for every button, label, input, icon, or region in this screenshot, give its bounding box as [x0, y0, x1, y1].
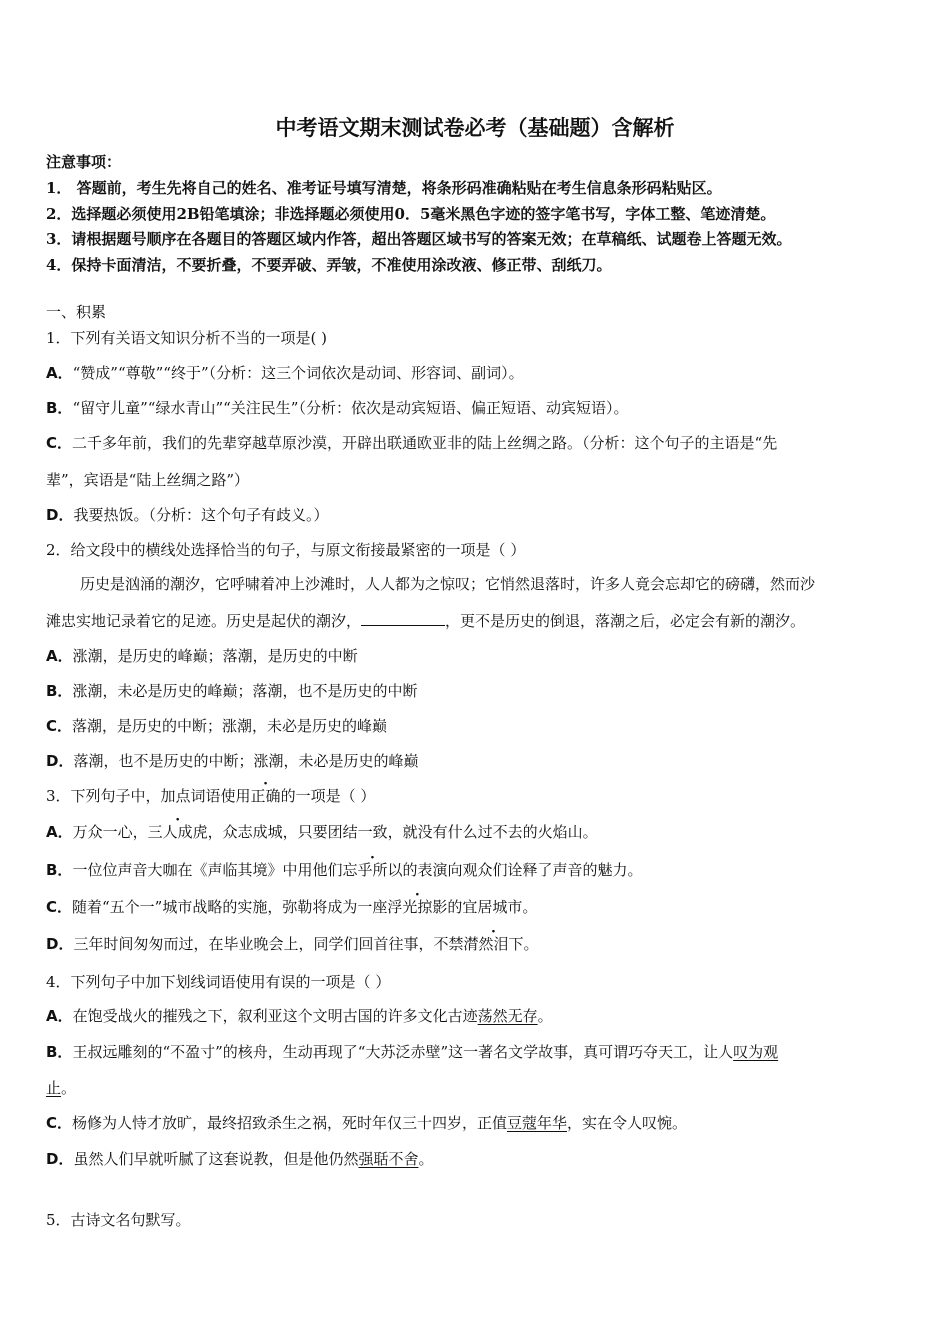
option-text: 万众一心，: [72, 823, 148, 841]
question-1-option-b: [46, 398, 628, 418]
option-label: B．: [46, 1043, 73, 1061]
question-4-option-b: [46, 1042, 778, 1062]
option-label: D．: [46, 935, 74, 953]
question-2-passage-line: [46, 611, 805, 631]
question-1-option-d: [46, 505, 328, 525]
question-2-option-b: [46, 681, 417, 701]
option-label: C．: [46, 898, 73, 916]
question-3-option-b: [46, 860, 642, 880]
notice-item: 4．保持卡面清洁，不要折叠，不要弄破、弄皱，不准使用涂改液、修正带、刮纸刀。: [46, 256, 612, 274]
question-3-option-a: [46, 822, 598, 842]
question-2-stem: 2．给文段中的横线处选择恰当的句子，与原文衔接最紧密的一项是（ ）: [46, 541, 526, 559]
dotted-word: 正确: [250, 787, 281, 805]
dotted-word: 浮光掠影: [387, 898, 448, 916]
question-2-option-d: [46, 751, 418, 771]
option-text: 三年时间匆匆而过，在毕业晚会上，同学们回首往事，不禁: [73, 935, 464, 953]
option-label: B．: [46, 399, 73, 417]
section-heading: 一、积累: [46, 303, 107, 321]
question-4-stem: 4．下列句子中加下划线词语使用有误的一项是（ ）: [46, 973, 391, 991]
option-text: 随着“五个一”城市战略的实施，弥勒将成为一座: [72, 898, 388, 916]
underlined-word: 止: [46, 1079, 62, 1097]
notice-item: 2．选择题必须使用2B铅笔填涂；非选择题必须使用0．5毫米黑色字迹的签字笔书写，字体工整、笔迹清楚。: [46, 205, 776, 223]
option-text: “赞成”“尊敬”“终于”（分析：这三个词依次是动词、形容词、副词）。: [72, 364, 524, 382]
question-5-stem: 5．古诗文名句默写。: [46, 1211, 191, 1229]
option-text: 落潮，也不是历史的中断；涨潮，未必是历史的峰巅: [73, 752, 419, 770]
dotted-word: 忘乎所以: [342, 861, 403, 879]
question-1-option-c-cont: 辈”，宾语是“陆上丝绸之路”）: [46, 471, 250, 489]
option-label: D．: [46, 1150, 74, 1168]
stem-text: 的一项是（ ）: [280, 787, 376, 805]
passage-text: 滩忠实地记录着它的足迹。历史是起伏的潮汐，: [46, 612, 362, 630]
option-text: 我要热饭。（分析：这个句子有歧义。）: [73, 506, 329, 524]
option-text: 王叔远雕刻的“不盈寸”的核舟，生动再现了“大苏泛赤壁”这一著名文学故事，真可谓巧夺天工，让人: [72, 1043, 734, 1061]
question-4-option-b-cont: [46, 1078, 76, 1098]
option-text: 杨修为人恃才放旷，最终招致杀生之祸，死时年仅三十四岁，正值: [72, 1114, 508, 1132]
option-text: 涨潮，是历史的峰巅；落潮，是历史的中断: [72, 647, 358, 665]
underlined-word: 叹为观: [733, 1043, 779, 1061]
option-text: 二千多年前，我们的先辈穿越草原沙漠，开辟出联通欧亚非的陆上丝绸之路。（分析：这个句子的主语是“先: [72, 434, 778, 452]
option-label: C．: [46, 717, 73, 735]
underlined-word: 豆蔻年华: [507, 1114, 568, 1132]
dotted-word: 三人成虎: [147, 823, 208, 841]
option-text: 涨潮，未必是历史的峰巅；落潮，也不是历史的中断: [72, 682, 418, 700]
option-label: A．: [46, 647, 73, 665]
option-text: 。: [418, 1150, 434, 1168]
option-text: 一位位声音大咖在《声临其境》中用他们: [72, 861, 343, 879]
notice-heading: 注意事项：: [46, 153, 122, 171]
question-2-option-c: [46, 716, 387, 736]
option-text: 虽然人们早就听腻了这套说教，但是他仍然: [73, 1150, 359, 1168]
option-text: 落潮，是历史的中断；涨潮，未必是历史的峰巅: [72, 717, 388, 735]
option-text: 在饱受战火的摧残之下，叙利亚这个文明古国的许多文化古迹: [72, 1007, 478, 1025]
option-text: 的宜居城市。: [447, 898, 538, 916]
notice-item: 3．请根据题号顺序在各题目的答题区域内作答，超出答题区域书写的答案无效；在草稿纸、试题卷上答题无效。: [46, 230, 792, 248]
option-label: B．: [46, 682, 73, 700]
option-text: 。: [523, 935, 539, 953]
option-label: C．: [46, 1114, 73, 1132]
question-1-option-c: [46, 433, 777, 453]
option-text: “留守儿童”“绿水青山”“关注民生”（分析：依次是动宾短语、偏正短语、动宾短语）。: [72, 399, 629, 417]
stem-text: 3．下列句子中，加点词语使用: [46, 787, 251, 805]
question-1-option-a: [46, 363, 524, 383]
question-4-option-a: [46, 1006, 553, 1026]
notice-item: 1． 答题前，考生先将自己的姓名、准考证号填写清楚，将条形码准确粘贴在考生信息条形码粘贴区。: [46, 179, 722, 197]
option-text: 的表演向观众们诠释了声音的魅力。: [402, 861, 643, 879]
option-label: A．: [46, 1007, 73, 1025]
option-text: 。: [537, 1007, 553, 1025]
underlined-word: 荡然无存: [477, 1007, 538, 1025]
fill-blank: [361, 611, 445, 626]
underlined-word: 强聒不舍: [358, 1150, 419, 1168]
passage-text: ，更不是历史的倒退，落潮之后，必定会有新的潮汐。: [445, 612, 806, 630]
option-label: B．: [46, 861, 73, 879]
question-1-stem: 1．下列有关语文知识分析不当的一项是( ): [46, 329, 328, 347]
option-label: D．: [46, 752, 74, 770]
question-3-option-c: [46, 897, 537, 917]
option-label: C．: [46, 434, 73, 452]
option-text: 。: [61, 1079, 77, 1097]
question-3-stem: [46, 786, 375, 806]
question-2-option-a: [46, 646, 358, 666]
page-title: 中考语文期末测试卷必考（基础题）含解析: [275, 116, 675, 140]
option-text: ，众志成城，只要团结一致，就没有什么过不去的火焰山。: [207, 823, 598, 841]
option-label: D．: [46, 506, 74, 524]
question-3-option-d: [46, 934, 539, 954]
option-text: ，实在令人叹惋。: [567, 1114, 688, 1132]
option-label: A．: [46, 823, 73, 841]
question-2-passage-line: 历史是汹涌的潮汐，它呼啸着冲上沙滩时，人人都为之惊叹；它悄然退落时，许多人竟会忘却它的磅礴，然而沙: [80, 575, 816, 593]
question-4-option-d: [46, 1149, 434, 1169]
option-label: A．: [46, 364, 73, 382]
dotted-word: 潸然泪下: [463, 935, 524, 953]
question-4-option-c: [46, 1113, 687, 1133]
